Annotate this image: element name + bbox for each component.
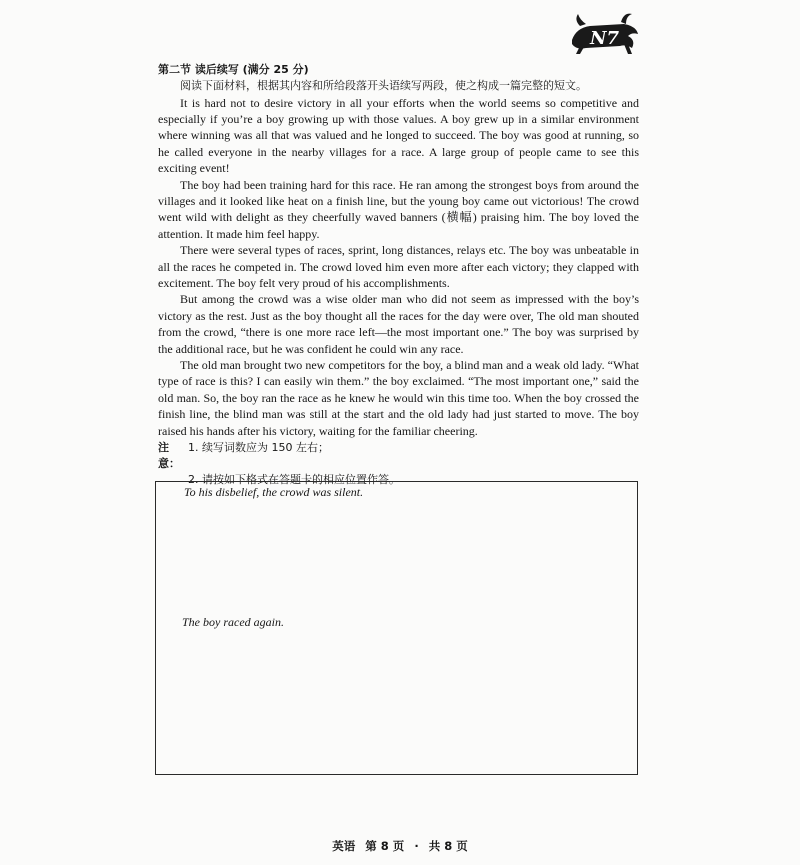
bull-logo-icon <box>566 10 646 56</box>
section-instruction: 阅读下面材料，根据其内容和所给段落开头语续写两段，使之构成一篇完整的短文。 <box>180 79 587 92</box>
note-item-1: 1. 续写词数应为 150 左右； <box>188 441 329 455</box>
footer-separator: · <box>414 839 419 853</box>
page-footer <box>0 838 800 854</box>
passage-paragraph-1: It is hard not to desire victory in all your efforts when the world seems so competitive and especially if you’re a boy growing up with those values. A boy grew up in a similar environment where winning was all that was valued and he longed to succeed. The boy was good at running, so he called everyone in the nearby villages for a race. A large group of people came to see this exciting event! <box>158 95 639 176</box>
passage-paragraph-2: The boy had been training hard for this race. He ran among the strongest boys from around the villages and it looked like heat on a finish line, but the young boy came out victorious! The crowd went wild with delight as they cheerfully waved banners (横幅) praising him. The boy loved the attention. It made him feel happy. <box>158 177 639 241</box>
passage-paragraph-5: The old man brought two new competitors for the boy, a blind man and a weak old lady. “What type of race is this? I can easily win them.” the boy exclaimed. “The most important one,” said the old man. So, the boy ran the race as he knew he would win this time too. When the boy crossed the finish line, the blind man was still at the start and the old lady had just started to move. The boy raised his hands after his victory, waiting for the familiar cheering. <box>158 358 639 438</box>
answer-box[interactable] <box>155 481 638 775</box>
footer-subject: 英语 <box>332 839 356 853</box>
footer-page: 第 8 页 <box>365 839 405 853</box>
passage-paragraph-4: But among the crowd was a wise older man who did not seem as impressed with the boy’s victory as the rest. Just as the boy thought all the races for the day were over, The old man shouted from the crowd, “there is one more race left—the most important one.” The boy was surprised by the additional race, but he was confident he could win any race. <box>158 292 639 356</box>
logo-text: N7 <box>590 28 619 49</box>
question-content <box>158 62 639 488</box>
paragraph-prompt-1: To his disbelief, the crowd was silent. <box>184 485 364 499</box>
notes-label: 注意： <box>158 441 180 471</box>
passage-paragraph-3: There were several types of races, sprint, long distances, relays etc. The boy was unbeatable in all the races he competed in. The crowd loved him even more after each victory; they clapped with excitement. The boy felt very proud of his accomplishments. <box>158 243 639 290</box>
paragraph-prompt-2: The boy raced again. <box>182 615 284 629</box>
footer-total: 共 8 页 <box>428 839 468 853</box>
section-title: 第二节 读后续写 (满分 25 分) <box>158 63 309 76</box>
note-item-2: 2. 请按如下格式在答题卡的相应位置作答。 <box>188 473 400 487</box>
